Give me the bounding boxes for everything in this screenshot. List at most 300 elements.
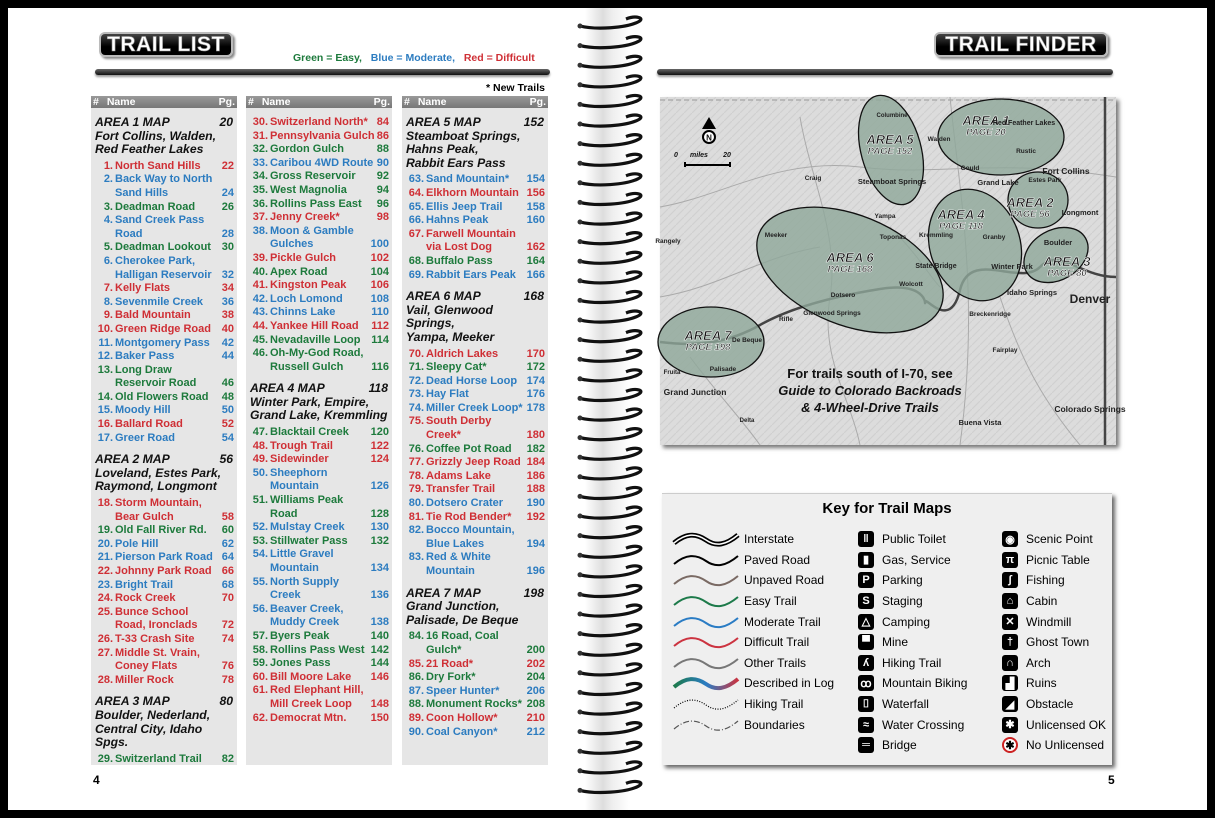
bridge-icon: ═ (858, 737, 874, 753)
trail-page: 68 (221, 578, 234, 591)
trail-list-item[interactable] (402, 201, 548, 215)
trail-list-item[interactable] (246, 252, 392, 266)
key-symbol-label: No Unlicensed (1026, 738, 1105, 753)
trail-page: 38 (221, 309, 234, 322)
trail-name: Middle St. Vrain, Coney Flats (115, 646, 200, 673)
trail-number: 1. (103, 159, 113, 172)
trail-page: 160 (526, 214, 545, 227)
trail-list-item[interactable] (91, 551, 237, 565)
trail-name: Gross Reservoir (270, 170, 356, 183)
trail-page: 196 (526, 565, 545, 577)
tent-icon: △ (858, 614, 874, 630)
trail-number: 31. (252, 129, 268, 142)
area-map-page: 168 (523, 289, 544, 304)
key-symbol-item (1002, 591, 1106, 612)
trail-page: 26 (221, 200, 234, 213)
town-label: State Bridge (915, 263, 957, 270)
trail-list-item[interactable] (246, 225, 392, 252)
town-label: Dotsero (830, 292, 856, 299)
area-label: AREA 5 (866, 132, 914, 147)
trail-list-item[interactable] (91, 497, 237, 524)
town-label: Grand Junction (663, 387, 727, 397)
other-trails-line-icon (672, 655, 740, 671)
trail-list-item[interactable] (402, 388, 548, 402)
trail-list-item[interactable] (91, 524, 237, 538)
area-towns: Loveland, Estes Park, (95, 465, 221, 480)
town-label: Fairplay (992, 347, 1018, 354)
trail-list-item[interactable] (91, 404, 237, 418)
trail-name: Old Fall River Rd. (115, 524, 207, 537)
trail-name: Dotsero Crater (426, 497, 504, 510)
trail-list-item[interactable] (91, 337, 237, 351)
trail-number: 61. (252, 684, 268, 697)
town-label: Columbine (876, 113, 908, 119)
trail-number: 28. (97, 673, 113, 686)
legend-difficult: Red = Difficult (463, 52, 535, 64)
key-line-label: Paved Road (744, 552, 811, 567)
spiral-coil (580, 17, 641, 28)
trail-list-item[interactable] (402, 671, 548, 685)
trail-number: 83. (408, 551, 424, 564)
trail-name: Deadman Road (115, 200, 196, 213)
trail-list-item[interactable] (246, 467, 392, 494)
area-map-page: 198 (523, 585, 544, 600)
trail-list-item[interactable] (91, 753, 237, 767)
trail-name: Pennsylvania Gulch (270, 129, 375, 142)
spiral-coil (580, 154, 641, 165)
trail-page: 88 (376, 143, 389, 156)
trail-list-item[interactable] (402, 173, 548, 187)
trail-list-item[interactable] (91, 565, 237, 579)
trail-number: 78. (408, 469, 424, 482)
trail-name: Bocco Mountain, Blue Lakes (426, 524, 515, 550)
trail-number: 50. (252, 466, 268, 479)
map-note-line: & 4-Wheel-Drive Trails (801, 400, 939, 415)
trail-list-item[interactable] (402, 470, 548, 484)
trail-list-item[interactable] (91, 282, 237, 296)
binding-hole (578, 514, 583, 519)
spiral-coil (580, 135, 641, 146)
column-header-number: # (93, 96, 99, 108)
right-header-rule (657, 69, 1113, 75)
trail-page: 194 (526, 537, 545, 550)
spiral-coil (580, 566, 641, 577)
trail-number: 60. (252, 670, 268, 683)
trail-number: 7. (103, 282, 113, 295)
trail-list-item[interactable] (246, 143, 392, 157)
trail-name: Buffalo Pass (426, 254, 493, 267)
trail-list-item[interactable] (246, 157, 392, 171)
trail-page: 174 (526, 374, 545, 387)
trail-name: Rabbit Ears Peak (426, 268, 516, 281)
trail-name: Old Flowers Road (115, 390, 209, 403)
trail-page: 30 (221, 241, 234, 254)
trail-name: Coal Canyon* (426, 725, 498, 738)
column-header (246, 96, 392, 108)
trail-name: Monument Rocks* (426, 698, 522, 711)
area-title-row (250, 382, 388, 396)
trail-number: 44. (252, 319, 268, 332)
spiral-coil (580, 448, 641, 459)
trail-name: Chinns Lake (270, 306, 336, 319)
key-symbol-label: Ruins (1026, 676, 1057, 691)
spiral-coil (580, 723, 641, 734)
trail-list-item[interactable] (402, 348, 548, 362)
trail-list-item[interactable] (91, 255, 237, 282)
trail-number: 26. (97, 632, 113, 645)
spiral-coil (580, 252, 641, 263)
key-line-item (672, 714, 834, 735)
trail-list-item[interactable] (246, 198, 392, 212)
trail-list-item[interactable] (402, 228, 548, 255)
trail-number: 21. (97, 551, 113, 564)
trail-page: 36 (221, 295, 234, 308)
trail-list-item[interactable] (246, 671, 392, 685)
area-towns: Raymond, Longmont (95, 479, 217, 494)
trail-list-item[interactable] (402, 214, 548, 228)
trail-page: 120 (370, 426, 389, 439)
trail-page: 28 (221, 227, 234, 240)
trail-name: 16 Road, Coal Gulch* (426, 630, 499, 656)
trail-list-title: TRAIL LIST (99, 32, 233, 57)
unpaved-road-line-icon (672, 572, 740, 588)
trail-page: 130 (370, 521, 389, 534)
trail-name: Coon Hollow* (426, 711, 498, 724)
trail-list-item[interactable] (402, 483, 548, 497)
trail-list-item[interactable] (246, 453, 392, 467)
trail-number: 27. (97, 646, 113, 659)
binding-hole (578, 455, 583, 460)
trail-name: Moon & Gamble Gulches (270, 224, 354, 251)
spiral-coil (580, 429, 641, 440)
town-label: Wolcott (899, 281, 923, 288)
trail-page: 98 (376, 211, 389, 224)
trail-name: West Magnolia (270, 183, 347, 196)
key-symbol-item (1002, 694, 1106, 715)
spiral-coil (580, 115, 641, 126)
area-map-title: AREA 7 MAP (406, 585, 481, 600)
trail-list-item[interactable] (91, 391, 237, 405)
binding-hole (578, 376, 583, 381)
trail-list-item[interactable] (402, 551, 548, 578)
difficulty-legend (293, 52, 535, 64)
town-label: Kremmling (919, 232, 953, 239)
key-line-item (672, 694, 834, 715)
trail-list-item[interactable] (91, 160, 237, 174)
trail-list-item[interactable] (246, 130, 392, 144)
trail-page: 144 (370, 657, 389, 670)
trail-list-item[interactable] (246, 320, 392, 334)
area-towns: Yampa, Meeker (406, 329, 495, 344)
obstacle-icon: ◢ (1002, 696, 1018, 712)
area-towns: Steamboat Springs, (406, 128, 521, 143)
trail-list-item[interactable] (246, 712, 392, 726)
trail-page: 176 (526, 388, 545, 401)
map-note-line: Guide to Colorado Backroads (778, 383, 962, 398)
trail-list-item[interactable] (402, 685, 548, 699)
spiral-coil (580, 782, 641, 793)
trail-number: 25. (97, 605, 113, 618)
trail-list-item[interactable] (246, 630, 392, 644)
trail-number: 42. (252, 292, 268, 305)
trail-name: Jenny Creek* (270, 211, 340, 224)
trail-column-3 (402, 96, 548, 765)
trail-number: 12. (97, 350, 113, 363)
trail-list-item[interactable] (402, 456, 548, 470)
trail-list-item[interactable] (402, 255, 548, 269)
key-symbol-label: Arch (1026, 655, 1051, 670)
trail-number: 48. (252, 439, 268, 452)
trail-list-item[interactable] (246, 548, 392, 575)
town-label: Idaho Springs (1006, 288, 1058, 297)
trail-list-item[interactable] (91, 241, 237, 255)
trail-number: 40. (252, 265, 268, 278)
trail-list-item[interactable] (246, 426, 392, 440)
column-header-page: Pg. (218, 96, 235, 108)
trail-list-item[interactable] (91, 647, 237, 674)
trail-list-item[interactable] (246, 293, 392, 307)
key-line-item (672, 611, 834, 632)
town-label: Colorado Springs (1054, 404, 1126, 414)
area-page-label: PAGE 118 (938, 221, 984, 232)
trail-list-item[interactable] (246, 684, 392, 711)
key-symbol-label: Gas, Service (882, 552, 951, 567)
trail-list-item[interactable] (246, 347, 392, 374)
trail-name: Pole Hill (115, 537, 159, 550)
trail-name: Baker Pass (115, 350, 175, 363)
town-label: Toponas (879, 234, 907, 241)
mine-cart-icon: ▀ (858, 634, 874, 650)
trail-list-item[interactable] (402, 402, 548, 416)
trail-list-item[interactable] (402, 497, 548, 511)
trail-number: 29. (97, 752, 113, 765)
trail-number: 45. (252, 333, 268, 346)
trail-list-item[interactable] (91, 214, 237, 241)
area-label: AREA 2 (1006, 195, 1054, 210)
trail-name: Back Way to North Sand Hills (115, 173, 213, 199)
trail-page: 126 (370, 480, 389, 493)
binding-hole (578, 161, 583, 166)
trail-list-item[interactable] (402, 187, 548, 201)
trail-list-item[interactable] (246, 184, 392, 198)
trail-list-item[interactable] (402, 712, 548, 726)
key-symbol-label: Bridge (882, 738, 917, 753)
trail-list-item[interactable] (246, 521, 392, 535)
trail-page: 24 (221, 186, 234, 199)
trail-list-item[interactable] (91, 432, 237, 446)
trail-list-item[interactable] (246, 494, 392, 521)
trail-name: Speer Hunter* (426, 684, 500, 697)
trail-list-item[interactable] (91, 674, 237, 688)
binding-hole (578, 24, 583, 29)
key-line-label: Difficult Trail (744, 635, 810, 650)
town-label: Longmont (1061, 208, 1099, 217)
binding-hole (578, 416, 583, 421)
town-label: Gould (960, 165, 980, 172)
trail-list-item[interactable] (246, 440, 392, 454)
trail-name: Johnny Park Road (115, 565, 212, 577)
trail-name: Switzerland North* (270, 116, 368, 128)
trail-name: Williams Peak Road (270, 494, 344, 520)
north-label: N (706, 133, 712, 143)
trail-list-item[interactable] (91, 296, 237, 310)
area-map-page: 152 (523, 115, 544, 129)
trail-number: 56. (252, 602, 268, 615)
trail-name: Beaver Creek, Muddy Creek (270, 602, 344, 629)
trail-list-item[interactable] (246, 657, 392, 671)
area-title-row (406, 116, 544, 130)
trail-list-item[interactable] (246, 334, 392, 348)
town-label: Craig (804, 175, 822, 182)
trail-list-item[interactable] (246, 535, 392, 549)
trail-list-item[interactable] (91, 323, 237, 337)
trail-name: Red Elephant Hill, Mill Creek Loop (270, 684, 364, 710)
trail-list-item[interactable] (91, 201, 237, 215)
trail-page: 50 (221, 404, 234, 417)
key-symbol-label: Unlicensed OK (1026, 717, 1107, 732)
trail-list-item[interactable] (246, 211, 392, 225)
trail-list-item[interactable] (91, 309, 237, 323)
key-symbol-item (1002, 529, 1106, 550)
trail-page: 146 (370, 670, 389, 683)
key-line-label: Other Trails (744, 655, 807, 670)
trail-list-item[interactable] (246, 306, 392, 320)
trail-list-item[interactable] (246, 603, 392, 630)
trail-number: 43. (252, 306, 268, 319)
trail-list-item[interactable] (91, 173, 237, 200)
trail-list-item[interactable] (402, 524, 548, 551)
trail-number: 55. (252, 575, 268, 588)
key-symbol-item (858, 673, 967, 694)
column-header-name: Name (261, 96, 291, 108)
difficult-trail-line-icon (672, 634, 740, 650)
trail-list-item[interactable] (246, 576, 392, 603)
trail-list-item[interactable] (91, 579, 237, 593)
trail-page: 162 (526, 241, 545, 254)
trail-name: Pierson Park Road (115, 551, 213, 564)
trail-name: Hahns Peak (426, 214, 489, 227)
trail-list-item[interactable] (246, 279, 392, 293)
trail-page: 66 (221, 565, 234, 577)
town-label: Denver (1069, 292, 1111, 306)
trail-name: Storm Mountain, Bear Gulch (115, 497, 202, 523)
area-towns: Palisade, De Beque (406, 612, 519, 627)
trail-page: 200 (526, 643, 545, 656)
trail-list-item[interactable] (91, 364, 237, 391)
binding-hole (578, 612, 583, 617)
trail-list-item[interactable] (91, 418, 237, 432)
trail-page: 74 (221, 632, 234, 645)
trail-list-item[interactable] (91, 538, 237, 552)
trail-page: 212 (526, 725, 545, 738)
trail-page: 128 (370, 507, 389, 520)
trail-list-item[interactable] (246, 170, 392, 184)
trail-page: 60 (221, 524, 234, 537)
trail-number: 73. (408, 388, 424, 401)
trail-list-item[interactable] (402, 269, 548, 283)
town-label: Fort Collins (1042, 166, 1090, 176)
trail-list-item[interactable] (91, 606, 237, 633)
trail-name: Sand Mountain* (426, 173, 510, 186)
area-towns: Fort Collins, Walden, (95, 128, 216, 143)
trail-name: Apex Road (270, 265, 328, 278)
binding-hole (578, 337, 583, 342)
key-symbol-item (858, 714, 967, 735)
trail-list-item[interactable] (402, 443, 548, 457)
trail-list-item[interactable] (402, 375, 548, 389)
key-symbol-label: Camping (882, 614, 931, 629)
key-symbol-item (858, 570, 967, 591)
trail-list-item[interactable] (91, 350, 237, 364)
key-line-item (672, 550, 834, 571)
binding-hole (578, 690, 583, 695)
trail-page: 150 (370, 711, 389, 724)
trail-name: Nevadaville Loop (270, 333, 361, 346)
trail-number: 11. (98, 336, 113, 349)
trail-number: 57. (252, 629, 268, 642)
key-symbol-item (858, 611, 967, 632)
trail-number: 18. (97, 497, 113, 510)
trail-list-item[interactable] (402, 361, 548, 375)
key-symbol-item (1002, 550, 1106, 571)
trail-name: Miller Creek Loop* (426, 401, 523, 414)
trail-list-item[interactable] (402, 630, 548, 657)
trail-page: 32 (221, 268, 234, 281)
trail-list-item[interactable] (402, 698, 548, 712)
camera-icon: ◉ (1002, 531, 1018, 547)
town-label: Boulder (1043, 238, 1073, 247)
trail-page: 40 (221, 322, 234, 335)
trail-list-item[interactable] (246, 116, 392, 130)
trail-page: 58 (221, 510, 234, 523)
trail-name: Rollins Pass East (270, 197, 362, 210)
key-symbol-label: Windmill (1026, 614, 1072, 629)
binding-hole (578, 592, 583, 597)
trail-list-item[interactable] (246, 266, 392, 280)
spiral-coil (580, 213, 641, 224)
trail-list-item[interactable] (246, 644, 392, 658)
trail-number: 10. (97, 322, 113, 335)
key-symbol-item (1002, 611, 1106, 632)
trail-name: Cherokee Park, Halligan Reservoir (115, 254, 212, 281)
trail-page: 178 (526, 401, 545, 414)
binding-hole (578, 396, 583, 401)
key-symbol-item (1002, 714, 1106, 735)
trail-number: 23. (97, 578, 113, 591)
trail-number: 13. (97, 363, 113, 376)
trail-list-item[interactable] (402, 658, 548, 672)
area-map-title: AREA 5 MAP (406, 115, 481, 129)
trail-page: 96 (376, 197, 389, 210)
spiral-coil (580, 233, 641, 244)
town-label: Buena Vista (958, 418, 1002, 427)
trail-number: 87. (408, 684, 424, 697)
trail-list-item[interactable] (402, 415, 548, 442)
trail-list-item[interactable] (402, 726, 548, 740)
trail-list-item[interactable] (402, 511, 548, 525)
trail-list-item[interactable] (91, 592, 237, 606)
trail-name: Moody Hill (115, 404, 171, 417)
key-line-item (672, 632, 834, 653)
trail-page: 34 (221, 282, 234, 295)
area-title-row (406, 290, 544, 304)
trail-column-2 (246, 96, 392, 765)
trail-list-item[interactable] (91, 633, 237, 647)
trail-page: 84 (376, 116, 389, 128)
key-symbol-item (858, 653, 967, 674)
key-line-label: Described in Log (744, 676, 835, 691)
key-symbol-item (858, 694, 967, 715)
